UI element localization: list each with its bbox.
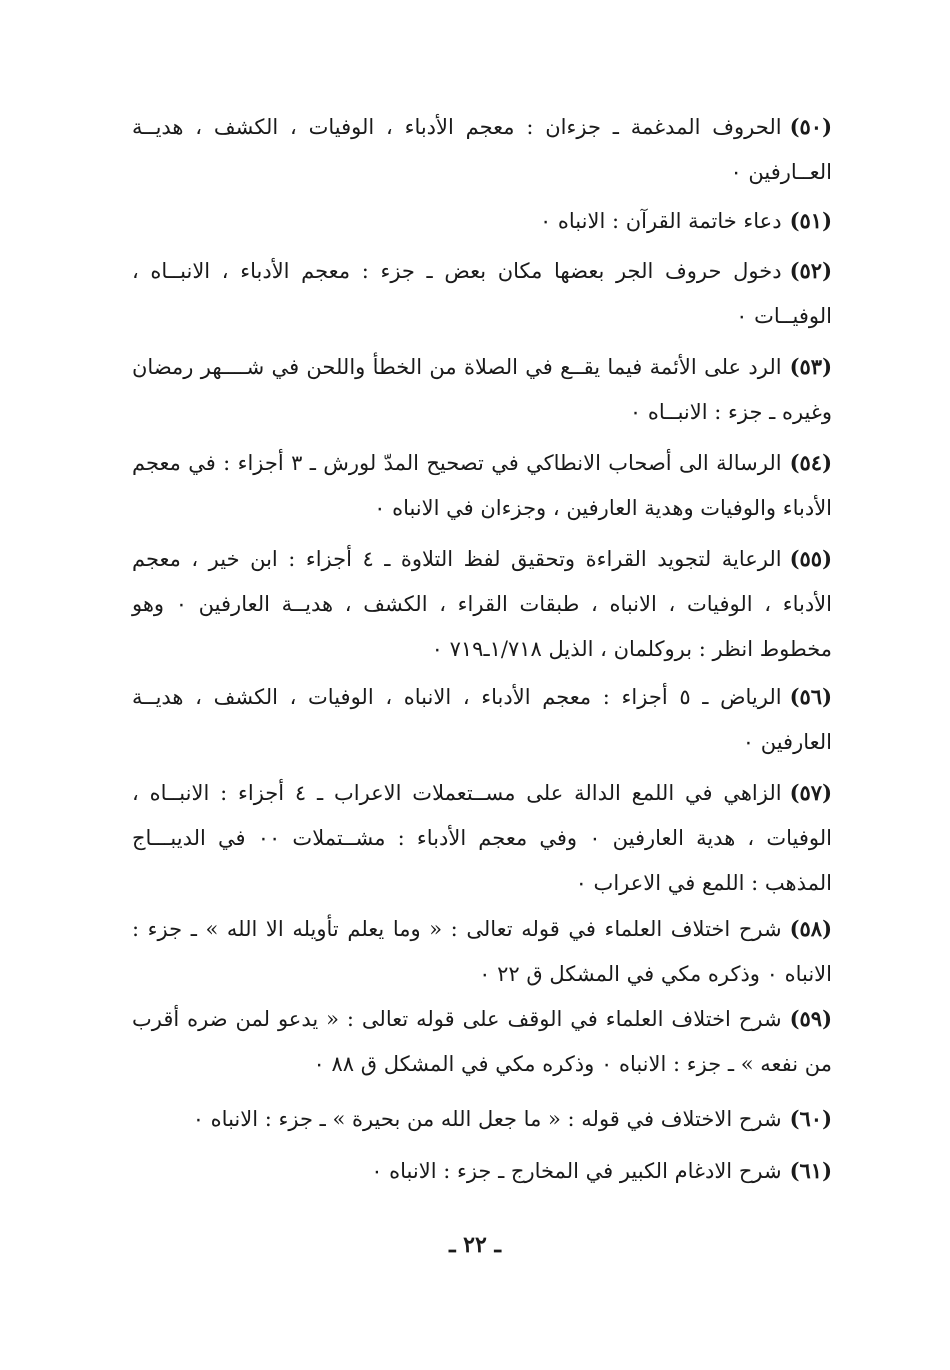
entry-number: (٦١) xyxy=(789,1158,832,1183)
entry-text: الرعاية لتجويد القراءة وتحقيق لفظ التلاوة ـ ٤ أجزاء : ابن خير ، معجم الأدباء ، الوفيات ، الانباه ، طبقات القراء ، الكشف ، هديــة العارفين ٠ وهو مخطوط انظر : بروكلمان ، الذيل ١/٧١٨ـ٧١٩ ٠ xyxy=(132,547,832,661)
page-number: ـ ٢٢ ـ xyxy=(449,1232,501,1258)
entry-number: (٥٣) xyxy=(789,354,832,379)
list-item xyxy=(132,996,832,1096)
entry-text: دخول حروف الجر بعضها مكان بعض ـ جزء : معجم الأدباء ، الانبــاه ، الوفيــات ٠ xyxy=(132,259,832,328)
entry-text: الحروف المدغمة ـ جزءان : معجم الأدباء ، الوفيات ، الكشف ، هديــة العــارفين ٠ xyxy=(132,115,832,184)
list-item xyxy=(132,906,832,996)
entry-number: (٥١) xyxy=(789,208,832,233)
entry-number: (٥٠) xyxy=(789,114,832,139)
list-item xyxy=(132,104,832,194)
list-item xyxy=(132,248,832,344)
list-item xyxy=(132,198,832,248)
list-item xyxy=(132,344,832,440)
entry-number: (٥٧) xyxy=(789,780,832,805)
list-item xyxy=(132,674,832,770)
bibliography-list xyxy=(132,104,832,1198)
entry-number: (٥٢) xyxy=(789,258,832,283)
list-item xyxy=(132,440,832,536)
list-item xyxy=(132,1148,832,1198)
list-item xyxy=(132,770,832,906)
entry-text: الزاهي في اللمع الدالة على مســتعملات الاعراب ـ ٤ أجزاء : الانبــاه ، الوفيات ، هدية العارفين ٠ وفي معجم الأدباء : مشــتملات ٠٠ في الديبـــاج المذهب : اللمع في الاعراب ٠ xyxy=(132,781,832,895)
list-item xyxy=(132,1096,832,1148)
entry-text: دعاء خاتمة القرآن : الانباه ٠ xyxy=(539,209,782,233)
entry-text: شرح اختلاف العلماء في الوقف على قوله تعالى : « يدعو لمن ضره أقرب من نفعه » ـ جزء : الانباه ٠ وذكره مكي في المشكل ق ٨٨ ٠ xyxy=(132,1007,832,1076)
entry-text: شرح الاختلاف في قوله : « ما جعل الله من بحيرة » ـ جزء : الانباه ٠ xyxy=(192,1107,782,1131)
entry-number: (٥٨) xyxy=(789,916,832,941)
entry-text: شرح الادغام الكبير في المخارج ـ جزء : الانباه ٠ xyxy=(371,1159,782,1183)
entry-number: (٥٦) xyxy=(789,684,832,709)
entry-number: (٦٠) xyxy=(789,1106,832,1131)
entry-text: الرسالة الى أصحاب الانطاكي في تصحيح المدّ لورش ـ ٣ أجزاء : في معجم الأدباء والوفيات وهدية العارفين ، وجزءان في الانباه ٠ xyxy=(132,451,832,520)
entry-number: (٥٤) xyxy=(789,450,833,475)
list-item xyxy=(132,536,832,674)
entry-number: (٥٩) xyxy=(789,1006,832,1031)
entry-number: (٥٥) xyxy=(789,546,833,571)
entry-text: الرياض ـ ٥ أجزاء : معجم الأدباء ، الانباه ، الوفيات ، الكشف ، هديــة العارفين ٠ xyxy=(132,685,832,754)
entry-text: شرح اختلاف العلماء في قوله تعالى : « وما يعلم تأويله الا الله » ـ جزء : الانباه ٠ وذكره مكي في المشكل ق ٢٢ ٠ xyxy=(132,917,832,986)
entry-text: الرد على الأئمة فيما يقــع في الصلاة من الخطأ واللحن في شــــهر رمضان وغيره ـ جزء : الانبــاه ٠ xyxy=(132,355,832,424)
